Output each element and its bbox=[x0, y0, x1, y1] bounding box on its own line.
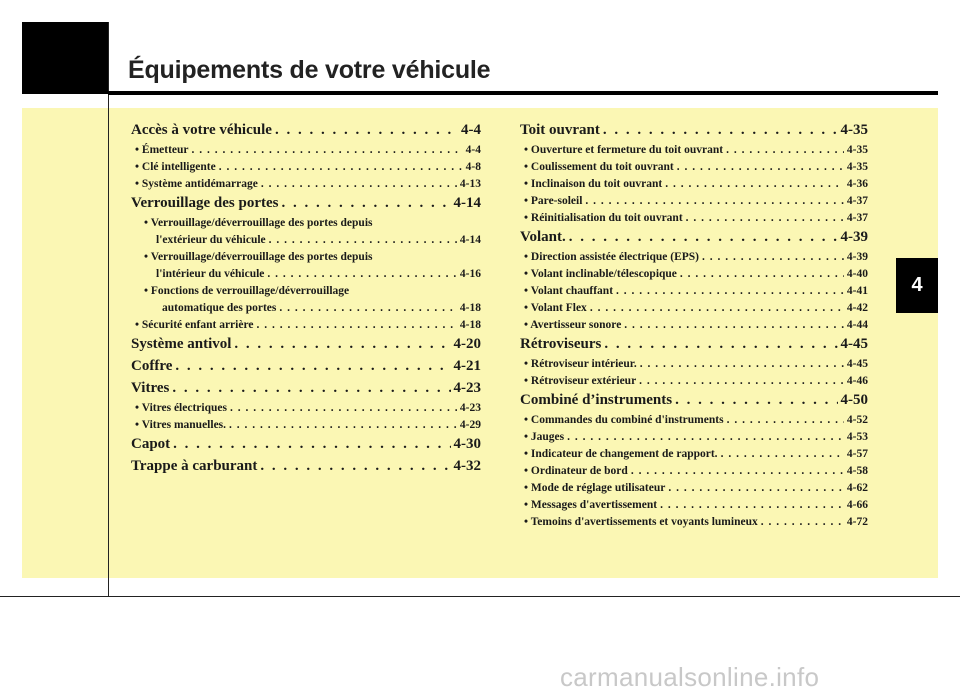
toc-subentry[interactable]: • Ouverture et fermeture du toit ouvrant . . . 4-35 bbox=[520, 144, 868, 161]
toc-subentry[interactable]: • Volant chauffant . . . 4-41 bbox=[520, 285, 868, 302]
toc-subentry[interactable]: • Système antidémarrage . . . 4-13 bbox=[131, 178, 481, 195]
toc-subentry[interactable]: • Réinitialisation du toit ouvrant . . . 4-37 bbox=[520, 212, 868, 229]
toc-subentry-line: • Verrouillage/déverrouillage des portes depuis bbox=[144, 217, 373, 229]
toc-subentry[interactable]: • Commandes du combiné d'instruments . . . 4-52 bbox=[520, 414, 868, 431]
chapter-number: 4 bbox=[911, 274, 923, 296]
toc-entry[interactable]: Coffre . . . 4-21 bbox=[131, 358, 481, 380]
watermark: carmanualsonline.info bbox=[560, 662, 820, 692]
toc-subentry[interactable]: l'intérieur du véhicule . . . 4-16 bbox=[131, 268, 481, 285]
toc-left-column bbox=[131, 122, 481, 480]
toc-subentry[interactable]: • Rétroviseur extérieur . . . 4-46 bbox=[520, 375, 868, 392]
page-title: Équipements de votre véhicule bbox=[128, 56, 491, 84]
toc-subentry[interactable]: automatique des portes . . . 4-18 bbox=[131, 302, 481, 319]
toc-right-column bbox=[520, 122, 868, 533]
toc-entry[interactable]: Volant. . . . 4-39 bbox=[520, 229, 868, 251]
corner-block bbox=[22, 22, 108, 94]
bottom-rule bbox=[0, 596, 960, 597]
toc-subentry[interactable]: l'extérieur du véhicule . . . 4-14 bbox=[131, 234, 481, 251]
toc-subentry[interactable]: • Indicateur de changement de rapport. . . . 4-57 bbox=[520, 448, 868, 465]
toc-subentry[interactable]: • Direction assistée électrique (EPS) . . . 4-39 bbox=[520, 251, 868, 268]
vertical-rule bbox=[108, 22, 109, 597]
toc-subentry[interactable]: • Volant Flex . . . 4-42 bbox=[520, 302, 868, 319]
toc-entry[interactable]: Trappe à carburant . . . 4-32 bbox=[131, 458, 481, 480]
title-underline bbox=[108, 91, 938, 95]
toc-entry[interactable]: Capot . . . 4-30 bbox=[131, 436, 481, 458]
toc-entry[interactable]: Toit ouvrant . . . 4-35 bbox=[520, 122, 868, 144]
toc-entry[interactable]: Combiné d’instruments . . . 4-50 bbox=[520, 392, 868, 414]
toc-subentry[interactable]: • Messages d'avertissement . . . 4-66 bbox=[520, 499, 868, 516]
toc-entry[interactable]: Accès à votre véhicule . . . 4-4 bbox=[131, 122, 481, 144]
toc-entry[interactable]: Système antivol . . . 4-20 bbox=[131, 336, 481, 358]
toc-subentry[interactable]: • Sécurité enfant arrière . . . 4-18 bbox=[131, 319, 481, 336]
toc-subentry[interactable]: • Mode de réglage utilisateur . . . 4-62 bbox=[520, 482, 868, 499]
toc-subentry[interactable]: • Émetteur . . . 4-4 bbox=[131, 144, 481, 161]
toc-entry[interactable]: Verrouillage des portes . . . 4-14 bbox=[131, 195, 481, 217]
toc-entry[interactable]: Rétroviseurs . . . 4-45 bbox=[520, 336, 868, 358]
chapter-tab bbox=[896, 258, 938, 313]
toc-subentry[interactable]: • Coulissement du toit ouvrant . . . 4-35 bbox=[520, 161, 868, 178]
toc-subentry-line: • Verrouillage/déverrouillage des portes depuis bbox=[144, 251, 373, 263]
toc-subentry[interactable]: • Ordinateur de bord . . . 4-58 bbox=[520, 465, 868, 482]
toc-subentry[interactable]: • Pare-soleil . . . 4-37 bbox=[520, 195, 868, 212]
toc-subentry[interactable]: • Avertisseur sonore . . . 4-44 bbox=[520, 319, 868, 336]
toc-subentry[interactable]: • Vitres manuelles. . . . 4-29 bbox=[131, 419, 481, 436]
toc-subentry[interactable]: • Temoins d'avertissements et voyants lumineux . . . 4-72 bbox=[520, 516, 868, 533]
toc-subentry[interactable]: • Rétroviseur intérieur. . . . 4-45 bbox=[520, 358, 868, 375]
toc-subentry-line: • Fonctions de verrouillage/déverrouillage bbox=[144, 285, 350, 297]
toc-subentry[interactable]: • Volant inclinable/télescopique . . . 4-40 bbox=[520, 268, 868, 285]
toc-subentry[interactable]: • Clé intelligente . . . 4-8 bbox=[131, 161, 481, 178]
toc-subentry[interactable]: • Inclinaison du toit ouvrant . . . 4-36 bbox=[520, 178, 868, 195]
toc-entry[interactable]: Vitres . . . 4-23 bbox=[131, 380, 481, 402]
toc-subentry[interactable]: • Jauges . . . 4-53 bbox=[520, 431, 868, 448]
toc-subentry[interactable]: • Vitres électriques . . . 4-23 bbox=[131, 402, 481, 419]
